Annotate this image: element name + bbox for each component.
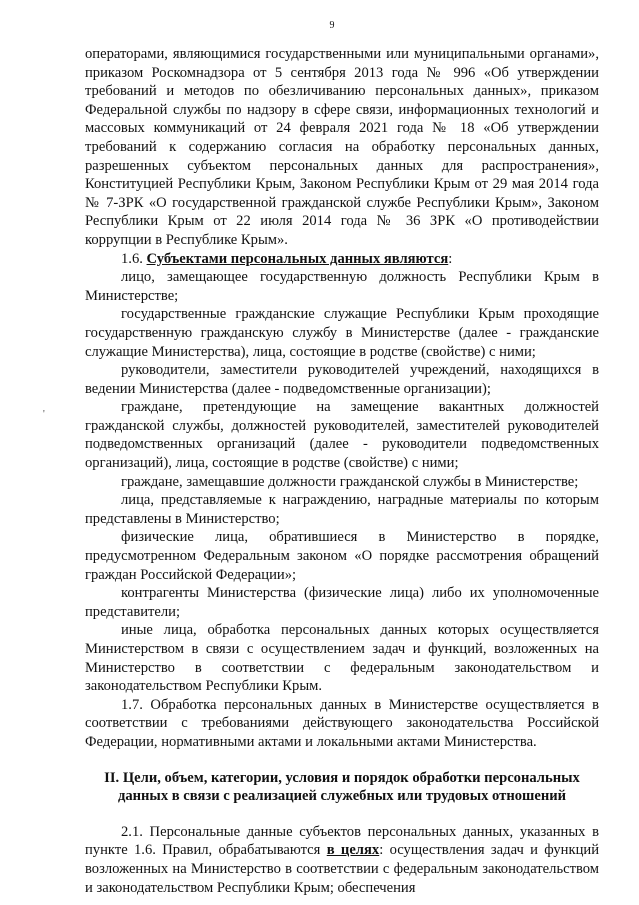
- intro-paragraph: операторами, являющимися государственными или муниципальными органами», приказом Роскомнадзора от 5 сентября 2013 года № 996 «Об утверждении требований и методов по обезличиванию персональных данных», приказом Федеральной службы по надзору в сфере связи, информационных технологий и массовых коммуникаций от 24 февраля 2021 года № 18 «Об утверждении требований к содержанию согласия на обработку персональных данных, разрешенных субъектом персональных данных для распространения», Конституцией Республики Крым, Законом Республики Крым от 29 мая 2014 года № 7-ЗРК «О государственной гражданской службе Республики Крым», Законом Республики Крым от 22 июля 2014 года № 36 ЗРК «О противодействии коррупции в Республике Крым».: [85, 46, 599, 248]
- subject-item: граждане, замещавшие должности гражданской службы в Министерстве;: [121, 473, 579, 490]
- section-1-7: 1.7. Обработка персональных данных в Министерстве осуществляется в соответствии с требованиями действующего законодательства Российской Федерации, нормативными актами и локальными актами Министерства.: [85, 696, 599, 750]
- section-1-6-title: Субъектами персональных данных являются: [146, 250, 449, 267]
- section-2-1: [85, 823, 599, 897]
- subject-item: граждане, претендующие на замещение вакантных должностей гражданской службы, должностей руководителей, заместителей руководителей подведомственных организаций (далее - руководители подведомственных организаций), лица, состоящие в родстве (свойстве) с ними;: [85, 399, 599, 472]
- subject-item: государственные гражданские служащие Республики Крым проходящие государственную гражданскую службу в Министерстве (далее - гражданские служащие Министерства), лица, состоящие в родстве (свойстве) с ними;: [85, 306, 599, 360]
- subject-item: руководители, заместители руководителей учреждений, находящихся в ведении Министерства (далее - подведомственные организации);: [85, 362, 599, 397]
- section-2-1-text-before: 2.1. Персональные данные субъектов персональных данных, указанных в пункте 1.6. Правил, обрабатываются: [85, 823, 599, 859]
- subject-item: контрагенты Министерства (физические лица) либо их уполномоченные представители;: [85, 585, 599, 620]
- chapter-2-heading: II. Цели, объем, категории, условия и порядок обработки персональных данных в связи с реализацией служебных или трудовых отношений: [104, 769, 580, 805]
- subject-item: лицо, замещающее государственную должность Республики Крым в Министерстве;: [85, 269, 599, 304]
- subject-item: лица, представляемые к награждению, наградные материалы по которым представлены в Министерство;: [85, 492, 599, 527]
- subject-item: иные лица, обработка персональных данных которых осуществляется Министерством в связи с осуществлением задач и функций, возложенных на Министерство в соответствии с федеральным законодательством и законодательством Республики Крым.: [85, 622, 599, 695]
- page-number: 9: [329, 20, 335, 31]
- section-2-1-emphasis: в целях: [326, 842, 380, 859]
- section-1-6-number: 1.6.: [121, 250, 147, 267]
- section-1-6-heading: [85, 250, 599, 269]
- subject-item: физические лица, обратившиеся в Министерство в порядке, предусмотренном Федеральным законом «О порядке рассмотрения обращений граждан Российской Федерации»;: [85, 529, 599, 583]
- section-2-1-text-after: : осуществления задач и функций возложенных на Министерство в соответствии с федеральным законодательством и законодательством Республики Крым; обеспечения: [85, 842, 600, 896]
- margin-mark: ': [43, 409, 45, 420]
- section-1-6-title-suffix: :: [448, 250, 453, 267]
